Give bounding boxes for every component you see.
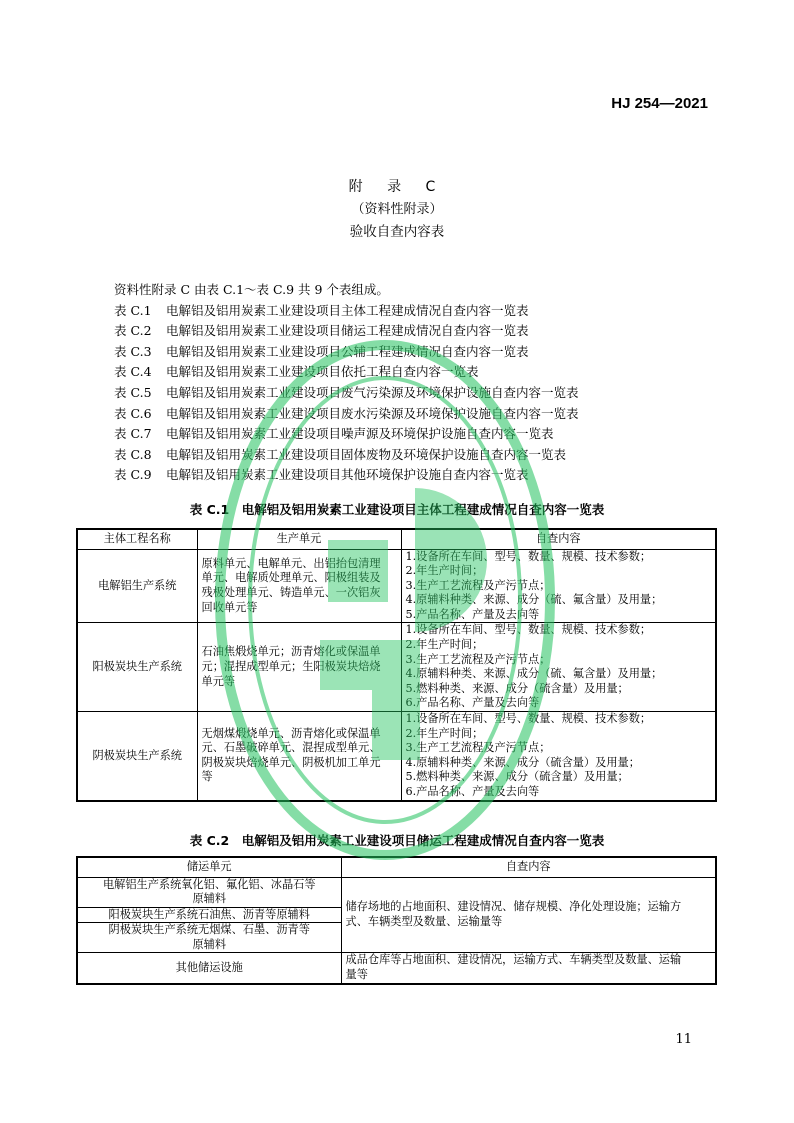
intro-list-item: 表 C.4 电解铝及铝用炭素工业建设项目依托工程自查内容一览表 (114, 364, 479, 380)
check-content-cell: 储存场地的占地面积、建设情况、储存规模、净化处理设施；运输方 式、车辆类型及数量、运输量等 (341, 877, 716, 953)
production-unit-cell: 无烟煤煅烧单元、沥青熔化或保温单 元、石墨破碎单元、混捏成型单元、 阴极炭块焙烧单元、阴极机加工单元 等 (197, 712, 401, 801)
table-header-row (77, 857, 716, 877)
appendix-title: 附 录 C (348, 179, 446, 195)
check-content-cell: 1.设备所在车间、型号、数量、规模、技术参数； 2.年生产时间； 3.生产工艺流程及产污节点； 4.原辅料种类、来源、成分（硫、氟含量）及用量； 5.燃料种类、来源、成分（硫含量）及用量； 6.产品名称、产量及去向等 (401, 623, 716, 712)
storage-unit-cell: 阳极炭块生产系统石油焦、沥青等原辅料 (77, 907, 341, 923)
column-header: 自查内容 (341, 857, 716, 877)
appendix-intro (114, 280, 579, 486)
appendix-name: 验收自查内容表 (349, 224, 445, 240)
table-c2 (76, 856, 717, 985)
column-header: 主体工程名称 (77, 529, 197, 549)
production-unit-cell: 石油焦煅烧单元；沥青熔化或保温单 元；混捏成型单元；生阳极炭块焙烧 单元等 (197, 623, 401, 712)
table2-caption: 表 C.2 电解铝及铝用炭素工业建设项目储运工程建成情况自查内容一览表 (189, 833, 605, 848)
intro-list-item: 表 C.6 电解铝及铝用炭素工业建设项目废水污染源及环境保护设施自查内容一览表 (114, 405, 579, 421)
intro-list-item: 表 C.8 电解铝及铝用炭素工业建设项目固体废物及环境保护设施自查内容一览表 (114, 446, 567, 462)
check-content-cell: 1.设备所在车间、型号、数量、规模、技术参数； 2.年生产时间； 3.生产工艺流程及产污节点； 4.原辅料种类、来源、成分（硫含量）及用量； 5.燃料种类、来源、成分（硫含量）及用量； 6.产品名称、产量及去向等 (401, 712, 716, 801)
column-header: 储运单元 (77, 857, 341, 877)
column-header: 自查内容 (401, 529, 716, 549)
table-row (77, 953, 716, 984)
appendix-subtitle: （资料性附录） (351, 202, 443, 217)
standard-number: HJ 254—2021 (611, 95, 708, 112)
intro-list-item: 表 C.9 电解铝及铝用炭素工业建设项目其他环境保护设施自查内容一览表 (114, 467, 529, 483)
storage-unit-cell: 电解铝生产系统氧化铝、氟化铝、冰晶石等 原辅料 (77, 877, 341, 907)
column-header: 生产单元 (197, 529, 401, 549)
table1-caption: 表 C.1 电解铝及铝用炭素工业建设项目主体工程建成情况自查内容一览表 (189, 502, 605, 517)
check-content-cell: 成品仓库等占地面积、建设情况，运输方式、车辆类型及数量、运输 量等 (341, 953, 716, 984)
table-header-row (77, 529, 716, 549)
intro-list-item: 表 C.5 电解铝及铝用炭素工业建设项目废气污染源及环境保护设施自查内容一览表 (114, 384, 579, 400)
project-name-cell: 阳极炭块生产系统 (77, 623, 197, 712)
table-row (77, 549, 716, 623)
project-name-cell: 阴极炭块生产系统 (77, 712, 197, 801)
table-row (77, 877, 716, 907)
intro-list-item: 表 C.1 电解铝及铝用炭素工业建设项目主体工程建成情况自查内容一览表 (114, 302, 529, 318)
table-row (77, 712, 716, 801)
project-name-cell: 电解铝生产系统 (77, 549, 197, 623)
intro-list-item: 表 C.3 电解铝及铝用炭素工业建设项目公辅工程建成情况自查内容一览表 (114, 343, 529, 359)
table-row (77, 623, 716, 712)
check-content-cell: 1.设备所在车间、型号、数量、规模、技术参数； 2.年生产时间； 3.生产工艺流程及产污节点； 4.原辅料种类、来源、成分（硫、氟含量）及用量； 5.产品名称、产量及去向等 (401, 549, 716, 623)
intro-list-item: 表 C.7 电解铝及铝用炭素工业建设项目噪声源及环境保护设施自查内容一览表 (114, 426, 554, 442)
production-unit-cell: 原料单元、电解单元、出铝抬包清理 单元、电解质处理单元、阳极组装及 残极处理单元、铸造单元、一次铝灰 回收单元等 (197, 549, 401, 623)
intro-summary: 资料性附录 C 由表 C.1～表 C.9 共 9 个表组成。 (114, 282, 389, 297)
storage-unit-cell: 阴极炭块生产系统无烟煤、石墨、沥青等 原辅料 (77, 923, 341, 953)
intro-list-item: 表 C.2 电解铝及铝用炭素工业建设项目储运工程建成情况自查内容一览表 (114, 323, 529, 339)
table-c1 (76, 528, 717, 802)
page-number: 11 (675, 1032, 692, 1047)
storage-unit-cell: 其他储运设施 (77, 953, 341, 984)
